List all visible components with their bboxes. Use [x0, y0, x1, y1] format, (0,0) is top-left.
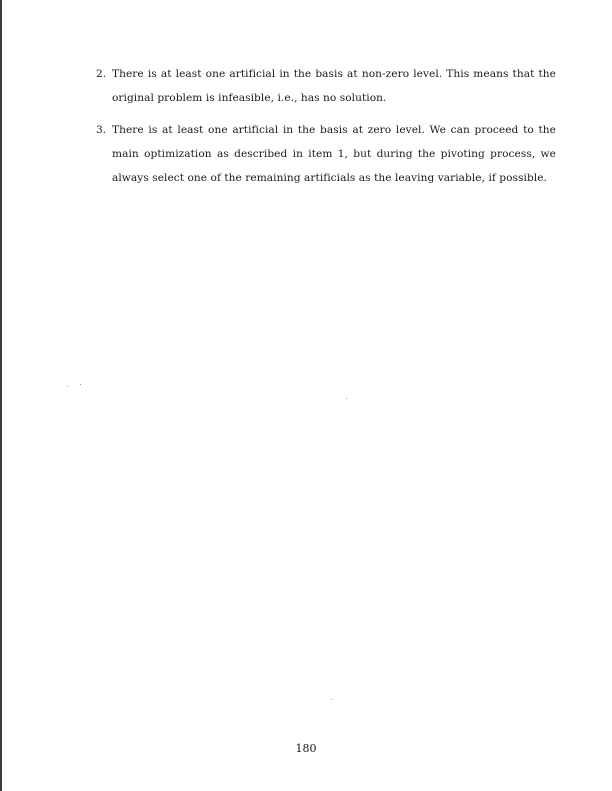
- scan-speck: [80, 384, 81, 385]
- scan-speck: [346, 398, 347, 399]
- page-number: 180: [295, 742, 317, 755]
- list-item-text: There is at least one artificial in the basis at non-zero level. This means that the original problem is infeasible, i.e., has no solution.: [112, 68, 556, 104]
- list-item-3: [96, 118, 556, 190]
- scan-edge-line: [0, 0, 2, 791]
- list-item-text: There is at least one artificial in the basis at zero level. We can proceed to the main optimization as described in item 1, but during the pivoting process, we always select one of the remaining artificials as the leaving variable, if possible.: [112, 124, 556, 184]
- list-item-number: 3.: [96, 124, 107, 136]
- scan-speck: [67, 386, 68, 387]
- list-item-2: [96, 62, 556, 110]
- list-item-number: 2.: [96, 68, 107, 80]
- scan-speck: [331, 699, 332, 700]
